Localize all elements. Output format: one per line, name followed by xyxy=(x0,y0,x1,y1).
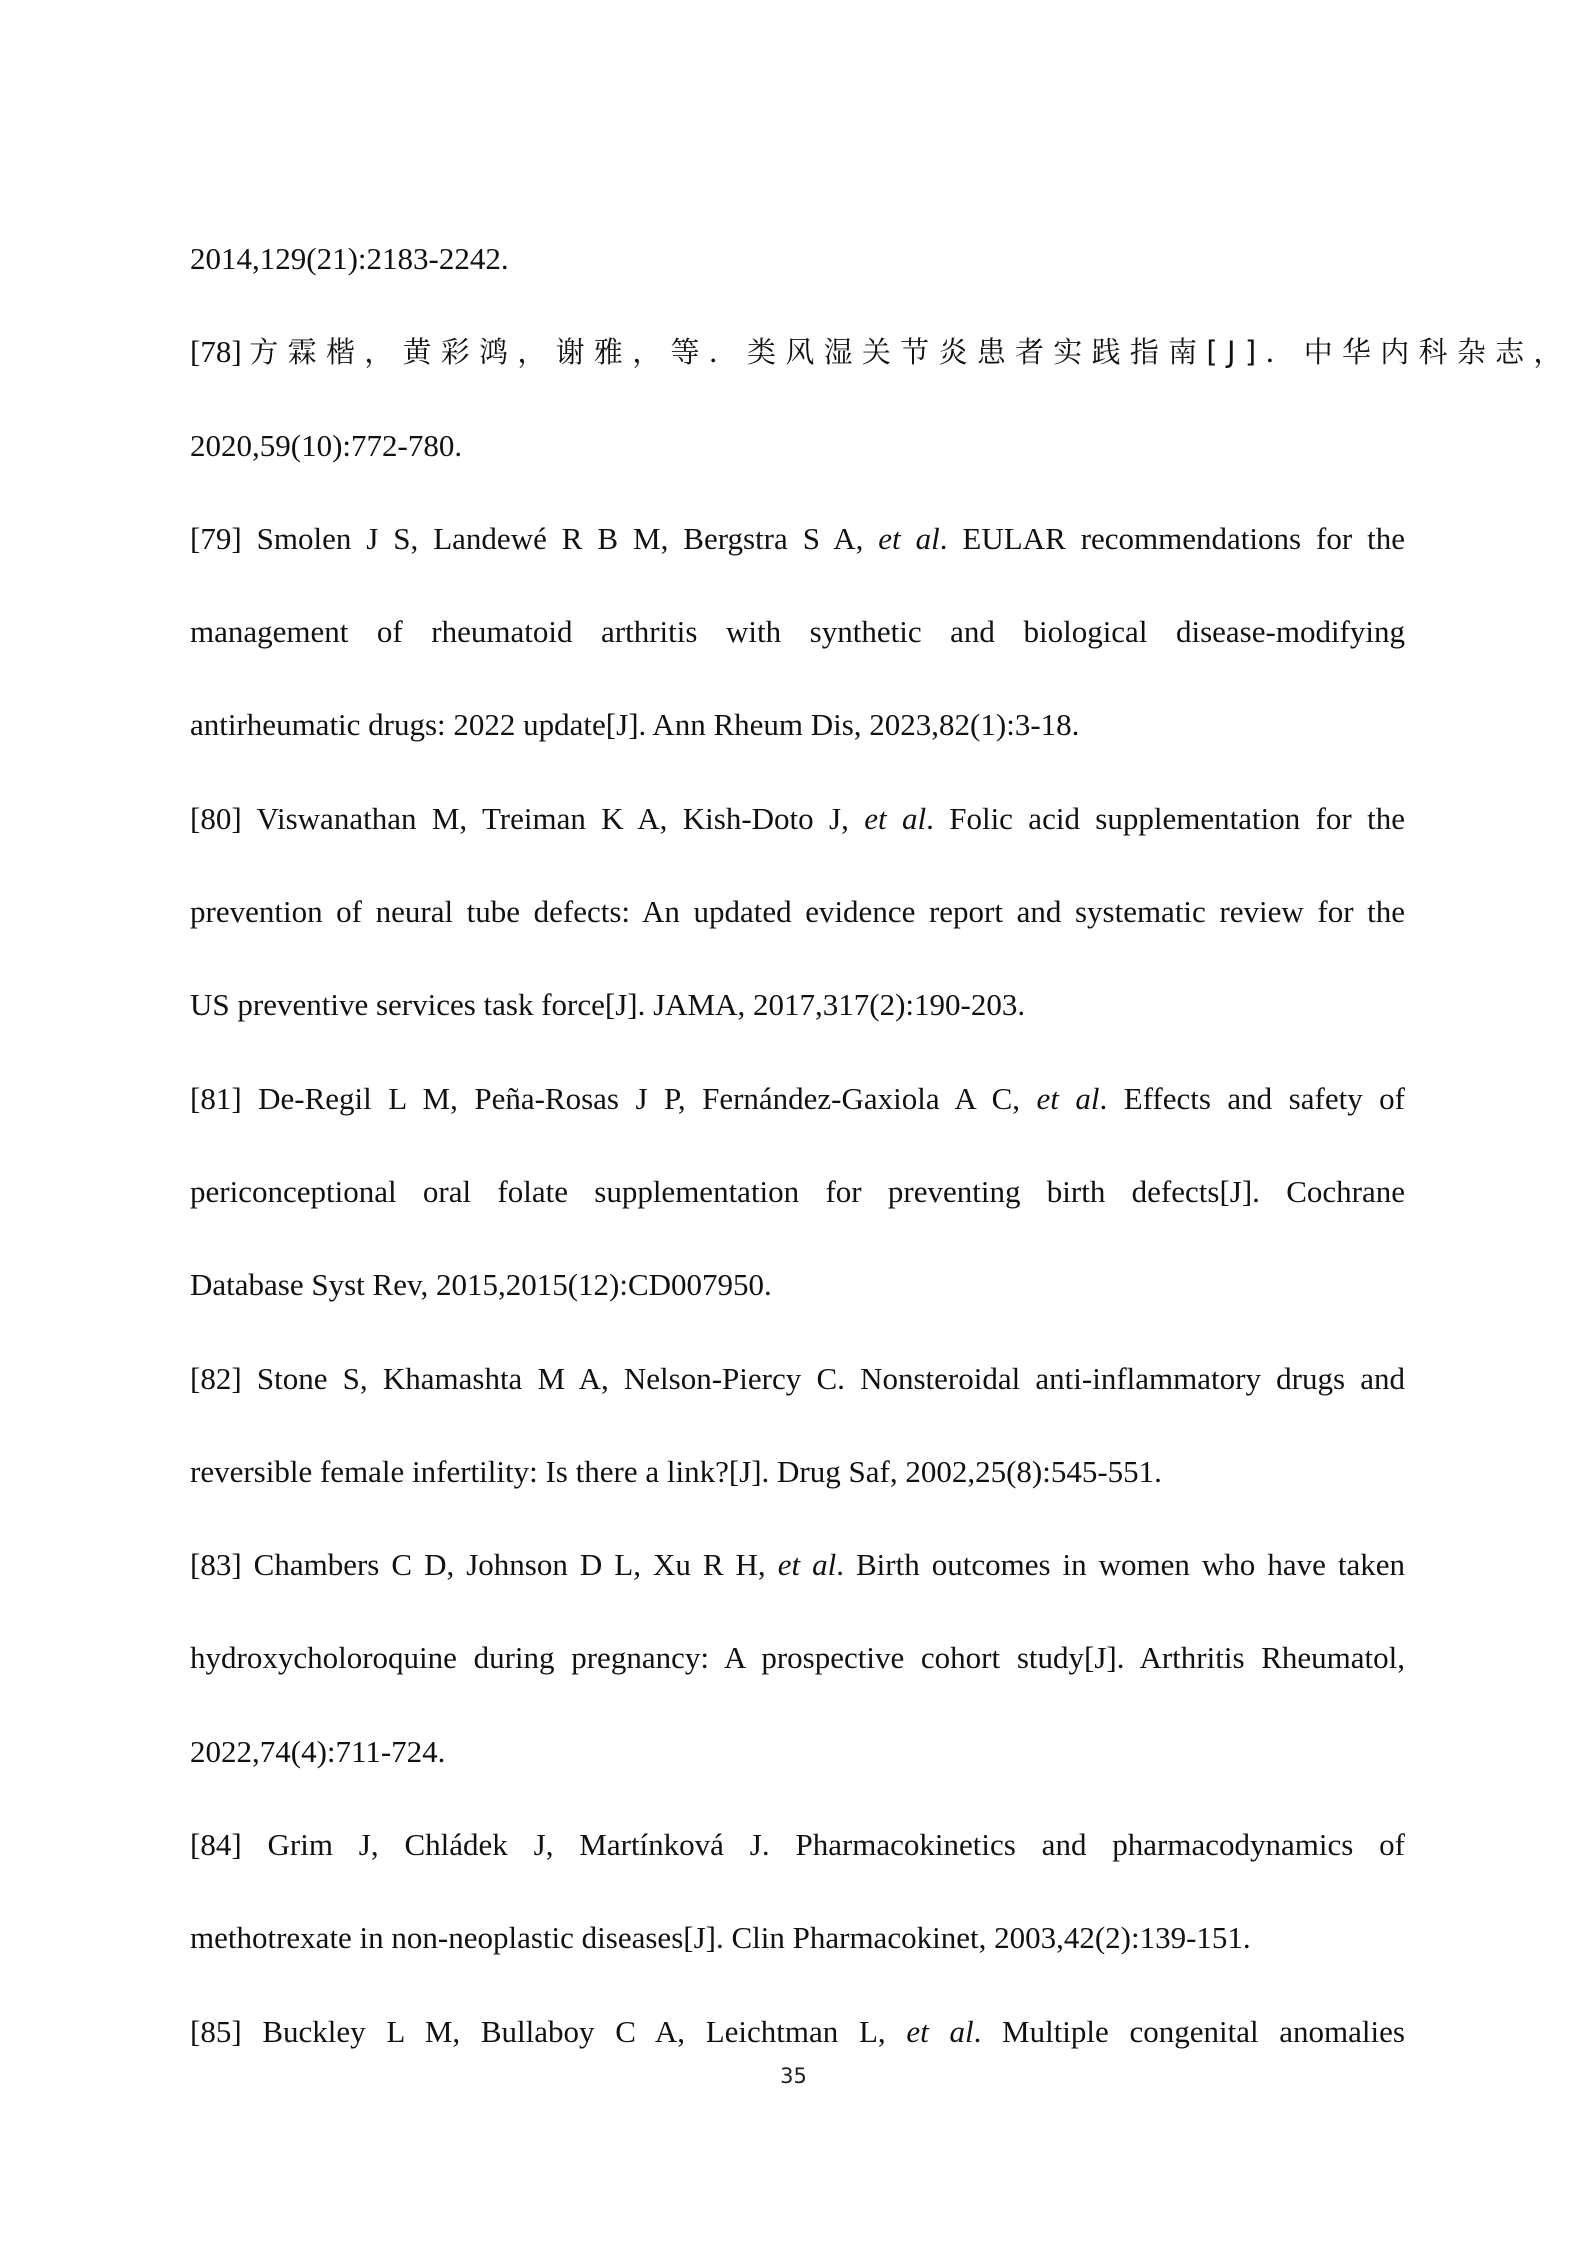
reference-79 xyxy=(190,492,1405,772)
reference-list xyxy=(190,212,1572,2078)
reference-line xyxy=(190,492,1405,585)
reference-text: Chambers C D, Johnson D L, Xu R H, xyxy=(253,1547,778,1583)
reference-80 xyxy=(190,772,1405,1052)
et-al: et al xyxy=(906,2013,974,2049)
reference-82 xyxy=(190,1332,1405,1519)
reference-number: [79] xyxy=(190,520,242,556)
reference-line: management of rheumatoid arthritis with synthetic and biological disease-modifying xyxy=(190,614,1405,650)
reference-number: [84] xyxy=(190,1827,242,1863)
reference-text: Buckley L M, Bullaboy C A, Leichtman L, xyxy=(262,2013,907,2049)
reference-number: [78] xyxy=(190,334,242,370)
reference-number: [82] xyxy=(190,1360,242,1396)
et-al: et al xyxy=(878,520,940,556)
reference-line xyxy=(190,305,1572,398)
reference-line: antirheumatic drugs: 2022 update[J]. Ann Rheum Dis, 2023,82(1):3-18. xyxy=(190,707,1080,743)
reference-number: [81] xyxy=(190,1080,242,1116)
reference-line xyxy=(190,1518,1405,1611)
reference-line xyxy=(190,772,1405,865)
reference-text: Grim J, Chládek J, Martínková J. Pharmacokinetics and pharmacodynamics of xyxy=(267,1827,1405,1863)
reference-line: prevention of neural tube defects: An updated evidence report and systematic review for the xyxy=(190,894,1405,930)
reference-text: . Multiple congenital anomalies xyxy=(973,2013,1405,2049)
reference-line: US preventive services task force[J]. JAMA, 2017,317(2):190-203. xyxy=(190,987,1026,1023)
reference-line xyxy=(190,1332,1405,1425)
reference-line: hydroxycholoroquine during pregnancy: A prospective cohort study[J]. Arthritis Rheumatol, xyxy=(190,1640,1405,1676)
reference-line: methotrexate in non-neoplastic diseases[J]. Clin Pharmacokinet, 2003,42(2):139-151. xyxy=(190,1920,1251,1956)
reference-text: De-Regil L M, Peña-Rosas J P, Fernández-Gaxiola A C, xyxy=(258,1080,1037,1116)
et-al: et al xyxy=(864,800,927,836)
page-number: 35 xyxy=(780,2064,807,2088)
reference-line: 2020,59(10):772-780. xyxy=(190,427,463,463)
reference-continuation-line: 2014,129(21):2183-2242. xyxy=(190,241,509,276)
reference-text: . Birth outcomes in women who have taken xyxy=(836,1547,1405,1583)
reference-text: 方霖楷，黄彩鸿，谢雅，等．类风湿关节炎患者实践指南[J]．中华内科杂志， xyxy=(249,335,1572,370)
reference-83 xyxy=(190,1518,1405,1798)
reference-line: Database Syst Rev, 2015,2015(12):CD007950. xyxy=(190,1267,772,1303)
reference-line: 2022,74(4):711-724. xyxy=(190,1733,446,1769)
reference-line: reversible female infertility: Is there a link?[J]. Drug Saf, 2002,25(8):545-551. xyxy=(190,1453,1162,1489)
reference-line: periconceptional oral folate supplementation for preventing birth defects[J]. Cochrane xyxy=(190,1173,1405,1209)
reference-text: Stone S, Khamashta M A, Nelson-Piercy C. Nonsteroidal anti-inflammatory drugs and xyxy=(256,1360,1405,1396)
reference-text: Smolen J S, Landewé R B M, Bergstra S A, xyxy=(256,520,879,556)
reference-81 xyxy=(190,1052,1405,1332)
reference-number: [83] xyxy=(190,1547,242,1583)
reference-number: [80] xyxy=(190,800,242,836)
reference-line xyxy=(190,1798,1405,1891)
reference-text: . Effects and safety of xyxy=(1099,1080,1406,1116)
reference-78 xyxy=(190,305,1572,492)
reference-text: . Folic acid supplementation for the xyxy=(926,800,1405,836)
reference-number: [85] xyxy=(190,2013,242,2049)
reference-text: . EULAR recommendations for the xyxy=(939,520,1405,556)
reference-84 xyxy=(190,1798,1405,1985)
reference-line xyxy=(190,1052,1405,1145)
et-al: et al xyxy=(777,1547,837,1583)
reference-text: Viswanathan M, Treiman K A, Kish-Doto J, xyxy=(256,800,865,836)
et-al: et al xyxy=(1036,1080,1100,1116)
